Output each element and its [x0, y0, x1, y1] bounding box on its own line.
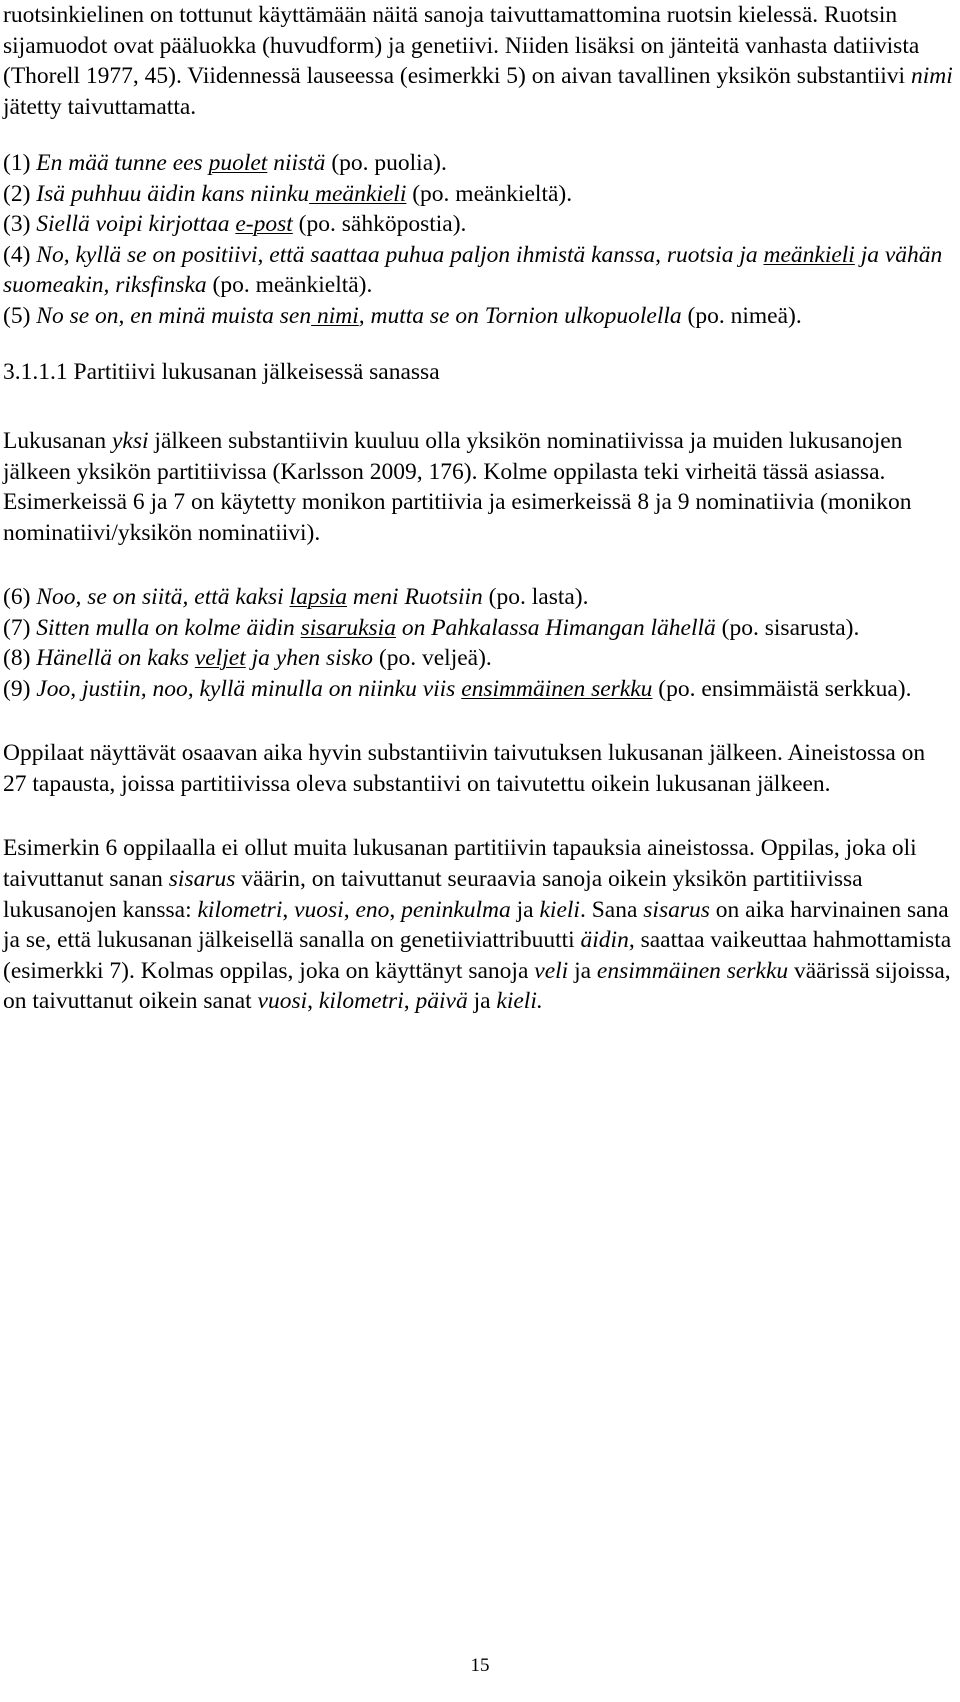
underlined-italic-text: ensimmäinen serkku — [461, 675, 653, 702]
text-run: väärissä sijoissa, on taivuttanut oikein sanat — [3, 957, 951, 1015]
text-run: Lukusanan — [3, 428, 112, 455]
paragraph-spacer — [3, 704, 953, 738]
text-run: (9) — [3, 675, 37, 702]
paragraph — [3, 613, 953, 644]
italic-text: on Pahkalassa Himangan lähellä — [395, 614, 716, 641]
italic-text: meni Ruotsiin — [347, 584, 483, 611]
paragraph — [3, 148, 953, 179]
paragraph — [3, 643, 953, 674]
paragraph — [3, 301, 953, 332]
text-run: (2) — [3, 180, 37, 207]
paragraph — [3, 0, 953, 122]
text-run: saattaa vaikeuttaa hahmottamista (esimerkki 7). Kolmas oppilas, joka on käyttänyt sanoja — [3, 927, 952, 984]
italic-text: sisarus — [168, 866, 236, 893]
italic-text: , mutta se on Tornion ulkopuolella — [358, 302, 682, 329]
italic-text: No se on, en minä muista sen — [36, 302, 312, 329]
italic-text: kilometri — [197, 896, 283, 923]
underlined-italic-text: puolet — [208, 150, 268, 177]
italic-text: kilometri — [318, 988, 404, 1015]
text-run: , — [389, 896, 402, 923]
underlined-italic-text: veljet — [194, 645, 246, 672]
text-run: , — [307, 988, 319, 1015]
paragraph — [3, 179, 953, 210]
underlined-italic-text: lapsia — [289, 584, 348, 611]
italic-text: eno — [355, 896, 390, 923]
text-run: (7) — [3, 614, 37, 641]
italic-text: No, kyllä se on positiivi, että saattaa puhua paljon ihmistä kanssa, ruotsia ja — [36, 241, 764, 268]
text-run: , — [403, 988, 416, 1015]
text-run: (po. puolia). — [325, 150, 447, 177]
italic-text: ja yhen sisko — [245, 645, 374, 672]
paragraph — [3, 674, 953, 705]
paragraph-spacer — [3, 799, 953, 833]
paragraph — [3, 426, 953, 548]
italic-text: Joo, justiin, noo, kyllä minulla on niinku viis — [36, 675, 462, 702]
italic-text: vuosi — [294, 896, 344, 923]
paragraph — [3, 738, 953, 799]
italic-text: kieli. — [496, 988, 543, 1015]
text-run: (po. veljeä). — [373, 645, 492, 672]
text-run: (po. meänkieltä). — [406, 180, 573, 207]
text-run: on aika harvinainen sana ja se, että lukusanan jälkeisellä sanalla on genetiiviattribuutti — [3, 896, 949, 954]
page-number: 15 — [470, 1655, 490, 1676]
text-run: (po. ensimmäistä serkkua). — [652, 675, 912, 702]
text-run: jätetty taivuttamatta. — [3, 93, 197, 120]
text-run: väärin, on taivuttanut seuraavia sanoja oikein yksikön partitiivissa lukusanojen kanssa: — [3, 866, 863, 923]
text-run: jälkeen substantiivin kuuluu olla yksikön nominatiivissa ja muiden lukusanojen jälkeen yksikön partitiivissa (Karlsson 2009, 176). Kolme oppilasta teki virheitä tässä asiassa. Esimerkeissä 6 ja 7 on käytetty monikon partitiivia ja esimerkeissä 8 ja 9 nominatiivia (monikon nominatiivi/yksikön nominatiivi). — [3, 428, 912, 546]
italic-text: kieli — [539, 896, 580, 923]
italic-text: Isä puhhuu äidin kans niinku — [36, 180, 310, 207]
text-run: Oppilaat näyttävät osaavan aika hyvin substantiivin taivutuksen lukusanan jälkeen. Aineistossa on 27 tapausta, joissa partitiivissa oleva substantiivi on taivutettu oikein lukusanan jälkeen. — [3, 740, 926, 797]
text-run: (po. meänkieltä). — [206, 272, 373, 299]
underlined-italic-text: meänkieli — [309, 180, 407, 207]
paragraph — [3, 240, 953, 301]
underlined-italic-text: nimi — [311, 302, 359, 329]
text-run: . Sana — [579, 896, 644, 923]
italic-text: Siellä voipi kirjottaa — [36, 211, 236, 238]
italic-text: En mää tunne ees — [36, 150, 209, 177]
paragraph-spacer — [3, 388, 953, 426]
text-run: ja — [467, 988, 497, 1015]
underlined-italic-text: e-post — [235, 211, 293, 238]
italic-text: niistä — [267, 150, 326, 177]
text-run: ruotsinkielinen on tottunut käyttämään näitä sanoja taivuttamattomina ruotsin kielessä. Ruotsin sijamuodot ovat pääluokka (huvudform) ja genetiivi. Niiden lisäksi on jänteitä vanhasta datiivista (Thorell 1977, 45). Viidennessä lauseessa (esimerkki 5) on aivan tavallinen yksikön substantiivi — [3, 2, 920, 90]
italic-text: Sitten mulla on kolme äidin — [36, 614, 301, 641]
text-run: (5) — [3, 302, 37, 329]
italic-text: peninkulma — [401, 896, 511, 923]
text-run: (po. lasta). — [482, 584, 589, 611]
text-run: ja — [510, 896, 540, 923]
paragraph — [3, 833, 953, 1016]
italic-text: yksi — [112, 428, 149, 455]
paragraph — [3, 582, 953, 613]
text-run: (6) — [3, 584, 37, 611]
text-run: (po. nimeä). — [681, 302, 802, 329]
italic-text: vuosi — [257, 988, 308, 1015]
italic-text: ja vähän suomeakin, riksfinska — [3, 241, 943, 299]
text-run: , — [343, 896, 356, 923]
italic-text: Noo, se on siitä, että kaksi — [36, 584, 290, 611]
italic-text: ensimmäinen serkku — [596, 957, 789, 984]
underlined-italic-text: meänkieli — [763, 241, 855, 268]
italic-text: sisarus — [643, 896, 710, 923]
text-run: (8) — [3, 645, 37, 672]
text-run: (4) — [3, 241, 37, 268]
underlined-italic-text: sisaruksia — [300, 614, 396, 641]
paragraph-spacer — [3, 331, 953, 357]
text-run: (3) — [3, 211, 37, 238]
paragraph — [3, 209, 953, 240]
paragraph-spacer — [3, 122, 953, 148]
text-run: (po. sisarusta). — [715, 614, 860, 641]
text-run: 3.1.1.1 Partitiivi lukusanan jälkeisessä sanassa — [3, 359, 440, 386]
text-run: (po. sähköpostia). — [292, 211, 467, 238]
italic-text: äidin, — [580, 927, 635, 954]
italic-text: nimi — [910, 63, 953, 90]
document-body — [3, 0, 953, 1017]
italic-text: veli — [534, 957, 569, 984]
text-run: (1) — [3, 150, 37, 177]
text-run: ja — [568, 957, 597, 984]
italic-text: päivä — [415, 988, 468, 1015]
paragraph — [3, 357, 953, 388]
italic-text: Hänellä on kaks — [36, 645, 195, 672]
text-run: Esimerkin 6 oppilaalla ei ollut muita lukusanan partitiivin tapauksia aineistossa. Oppilas, joka oli taivuttanut sanan — [3, 835, 917, 893]
paragraph-spacer — [3, 548, 953, 582]
text-run: , — [282, 896, 295, 923]
